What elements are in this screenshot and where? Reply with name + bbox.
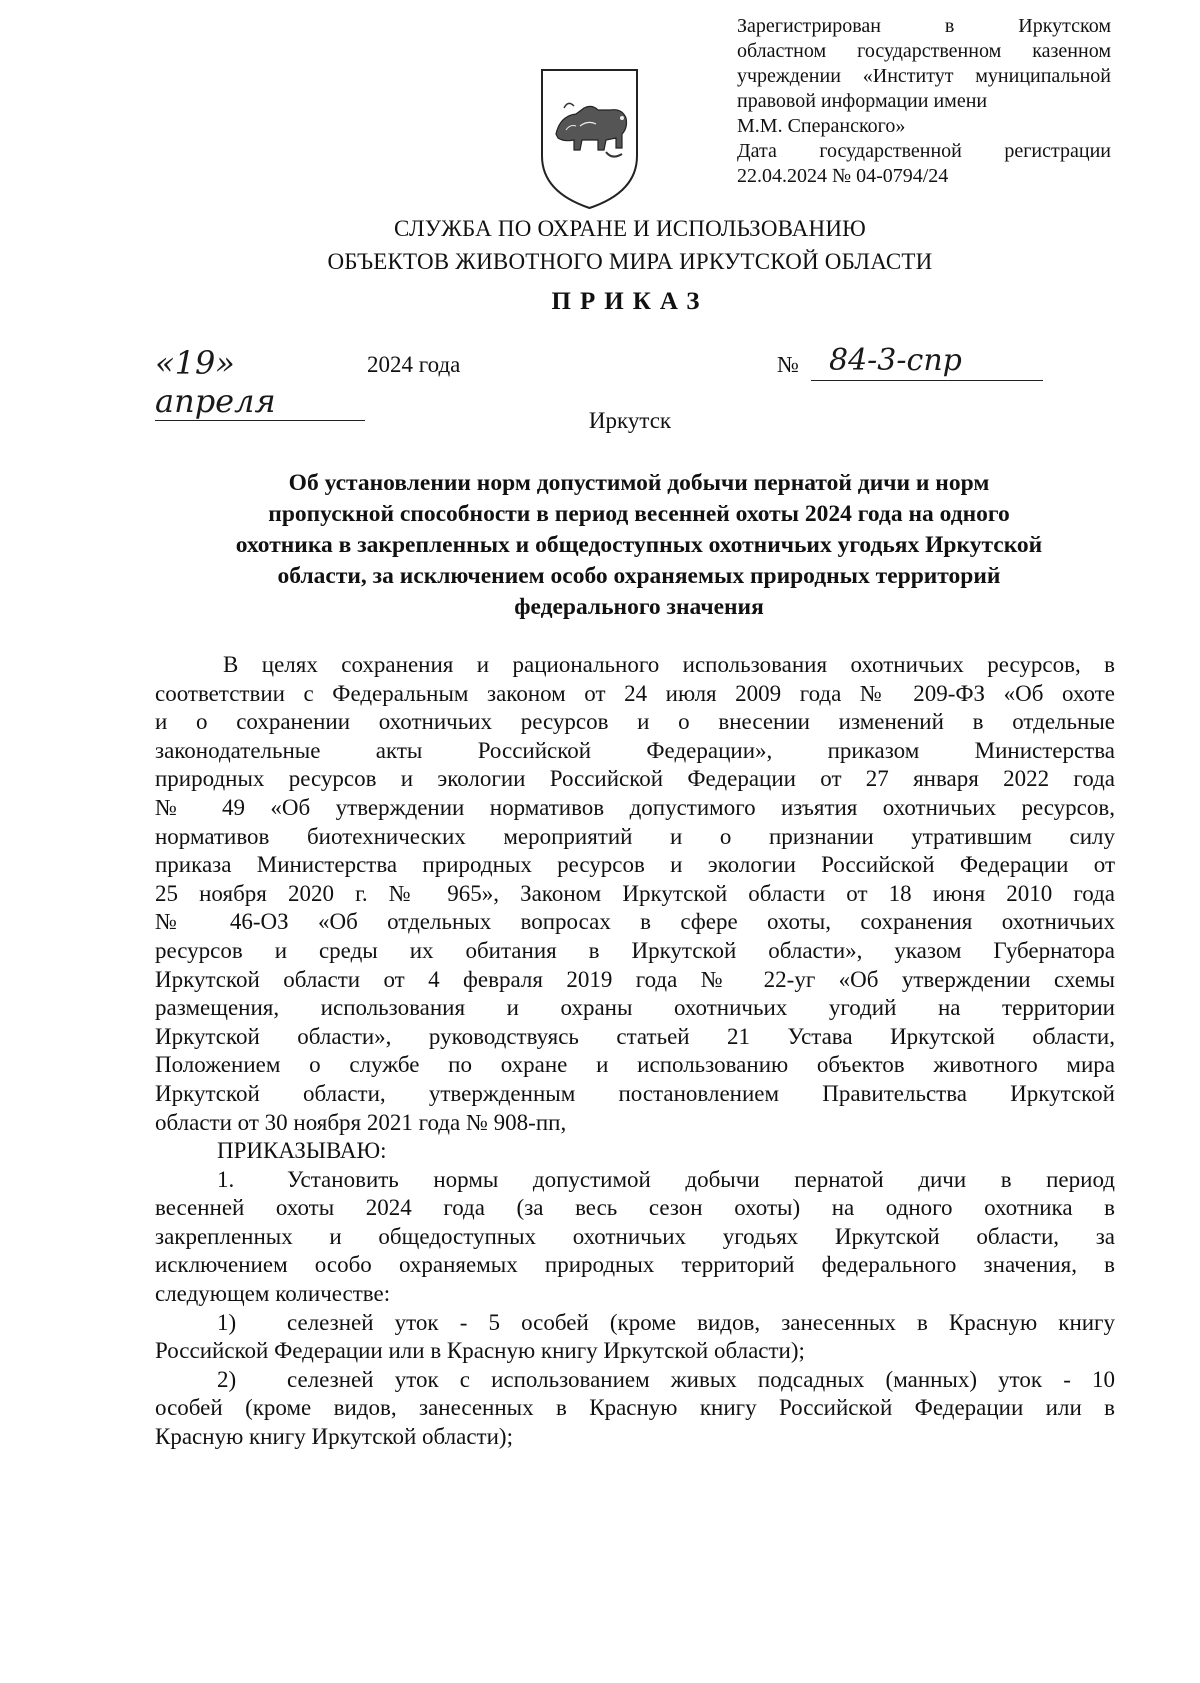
city: Иркутск xyxy=(588,408,672,433)
registration-line: Дата государственной регистрации xyxy=(737,140,1111,162)
preamble-line: Иркутской области от 4 февраля 2019 года № 22-уг «Об утверждении схемы xyxy=(155,966,1115,992)
preamble-line: размещения, использования и охраны охотничьих угодий на территории xyxy=(155,995,1115,1021)
subitem-1-line: Российской Федерации или в Красную книгу Иркутской области); xyxy=(155,1338,805,1364)
date-number-row xyxy=(155,343,1045,420)
registration-line: М.М. Сперанского» xyxy=(737,115,906,137)
preamble-line: 25 ноября 2020 г. № 965», Законом Иркутской области от 18 июня 2010 года xyxy=(155,880,1115,906)
preamble-line: законодательные акты Российской Федерации», приказом Министерства xyxy=(155,737,1115,763)
preamble-line: № 49 «Об утверждении нормативов допустимого изъятия охотничьих ресурсов, xyxy=(155,794,1115,820)
subject-line: федерального значения xyxy=(514,594,764,620)
preamble-line: приказа Министерства природных ресурсов и экологии Российской Федерации от xyxy=(155,852,1115,878)
order-title: ПРИКАЗ xyxy=(551,288,709,315)
agency-line: СЛУЖБА ПО ОХРАНЕ И ИСПОЛЬЗОВАНИЮ xyxy=(394,216,866,241)
item-1-line: исключением особо охраняемых природных территорий федерального значения, в xyxy=(155,1252,1115,1278)
handwritten-date: «19» апреля xyxy=(155,344,365,421)
subitem-number: 1) xyxy=(217,1309,237,1335)
registration-line: 22.04.2024 № 04-0794/24 xyxy=(737,165,949,187)
item-1-line: следующем количестве: xyxy=(155,1281,391,1307)
preamble-line: № 46-ОЗ «Об отдельных вопросах в сфере охоты, сохранения охотничьих xyxy=(155,909,1115,935)
item-1-line: весенней охоты 2024 года (за весь сезон охоты) на одного охотника в xyxy=(155,1195,1115,1221)
document-body xyxy=(155,651,1115,1452)
preamble-line: ресурсов и среды их обитания в Иркутской области», указом Губернатора xyxy=(155,937,1115,963)
subitem-2-first-line xyxy=(155,1366,1115,1395)
subject-line: области, за исключением особо охраняемых природных территорий xyxy=(277,563,1001,589)
subject-line: охотника в закрепленных и общедоступных охотничьих угодьях Иркутской xyxy=(235,532,1043,558)
subitem-text: селезней уток - 5 особей (кроме видов, занесенных в Красную книгу xyxy=(287,1309,1115,1335)
number-label: № xyxy=(777,352,799,377)
preamble-line: области от 30 ноября 2021 года № 908-пп, xyxy=(155,1109,567,1135)
registration-line: правовой информации имени xyxy=(737,90,988,112)
item-text: Установить нормы допустимой добычи пернатой дичи в период xyxy=(287,1166,1115,1192)
preamble-line: Положением о службе по охране и использованию объектов животного мира xyxy=(155,1052,1115,1078)
registration-block xyxy=(737,14,1111,189)
item-number: 1. xyxy=(217,1166,235,1192)
subject-line: пропускной способности в период весенней охоты 2024 года на одного xyxy=(268,501,1010,527)
agency-line: ОБЪЕКТОВ ЖИВОТНОГО МИРА ИРКУТСКОЙ ОБЛАСТИ xyxy=(327,249,933,274)
subject-line: Об установлении норм допустимой добычи пернатой дичи и норм xyxy=(288,470,990,496)
agency-name xyxy=(0,212,1200,278)
preamble-line: и о сохранении охотничьих ресурсов и о внесении изменений в отдельные xyxy=(155,709,1115,735)
registration-line: областном государственном казенном xyxy=(737,40,1111,62)
preamble-line: соответствии с Федеральным законом от 24 июля 2009 года № 209-ФЗ «Об охоте xyxy=(155,680,1115,706)
handwritten-number: 84-3-спр xyxy=(811,342,1043,381)
coat-of-arms-emblem xyxy=(536,64,643,212)
date-year: 2024 года xyxy=(367,352,461,377)
subitem-2-line: Красную книгу Иркутской области); xyxy=(155,1424,513,1450)
registration-line: учреждении «Институт муниципальной xyxy=(737,65,1111,87)
subitem-1-first-line xyxy=(155,1309,1115,1338)
preamble-line: Иркутской области», руководствуясь статьей 21 Устава Иркутской области, xyxy=(155,1023,1115,1049)
preamble-line: нормативов биотехнических мероприятий и о признании утратившим силу xyxy=(155,823,1115,849)
registration-line: Зарегистрирован в Иркутском xyxy=(737,15,1111,37)
item-1-first-line xyxy=(155,1166,1115,1195)
subitem-number: 2) xyxy=(217,1366,237,1392)
preamble-line: природных ресурсов и экологии Российской Федерации от 27 января 2022 года xyxy=(155,766,1115,792)
subitem-text: селезней уток с использованием живых подсадных (манных) уток - 10 xyxy=(287,1366,1115,1392)
subitem-2-line: особей (кроме видов, занесенных в Красную книгу Российской Федерации или в xyxy=(155,1395,1115,1421)
preamble-line: Иркутской области, утвержденным постановлением Правительства Иркутской xyxy=(155,1080,1115,1106)
orders-word: ПРИКАЗЫВАЮ: xyxy=(217,1138,387,1164)
item-1-line: закрепленных и общедоступных охотничьих угодьях Иркутской области, за xyxy=(155,1223,1115,1249)
preamble-line: В целях сохранения и рационального использования охотничьих ресурсов, в xyxy=(223,652,1115,677)
subject-heading xyxy=(200,468,1078,623)
